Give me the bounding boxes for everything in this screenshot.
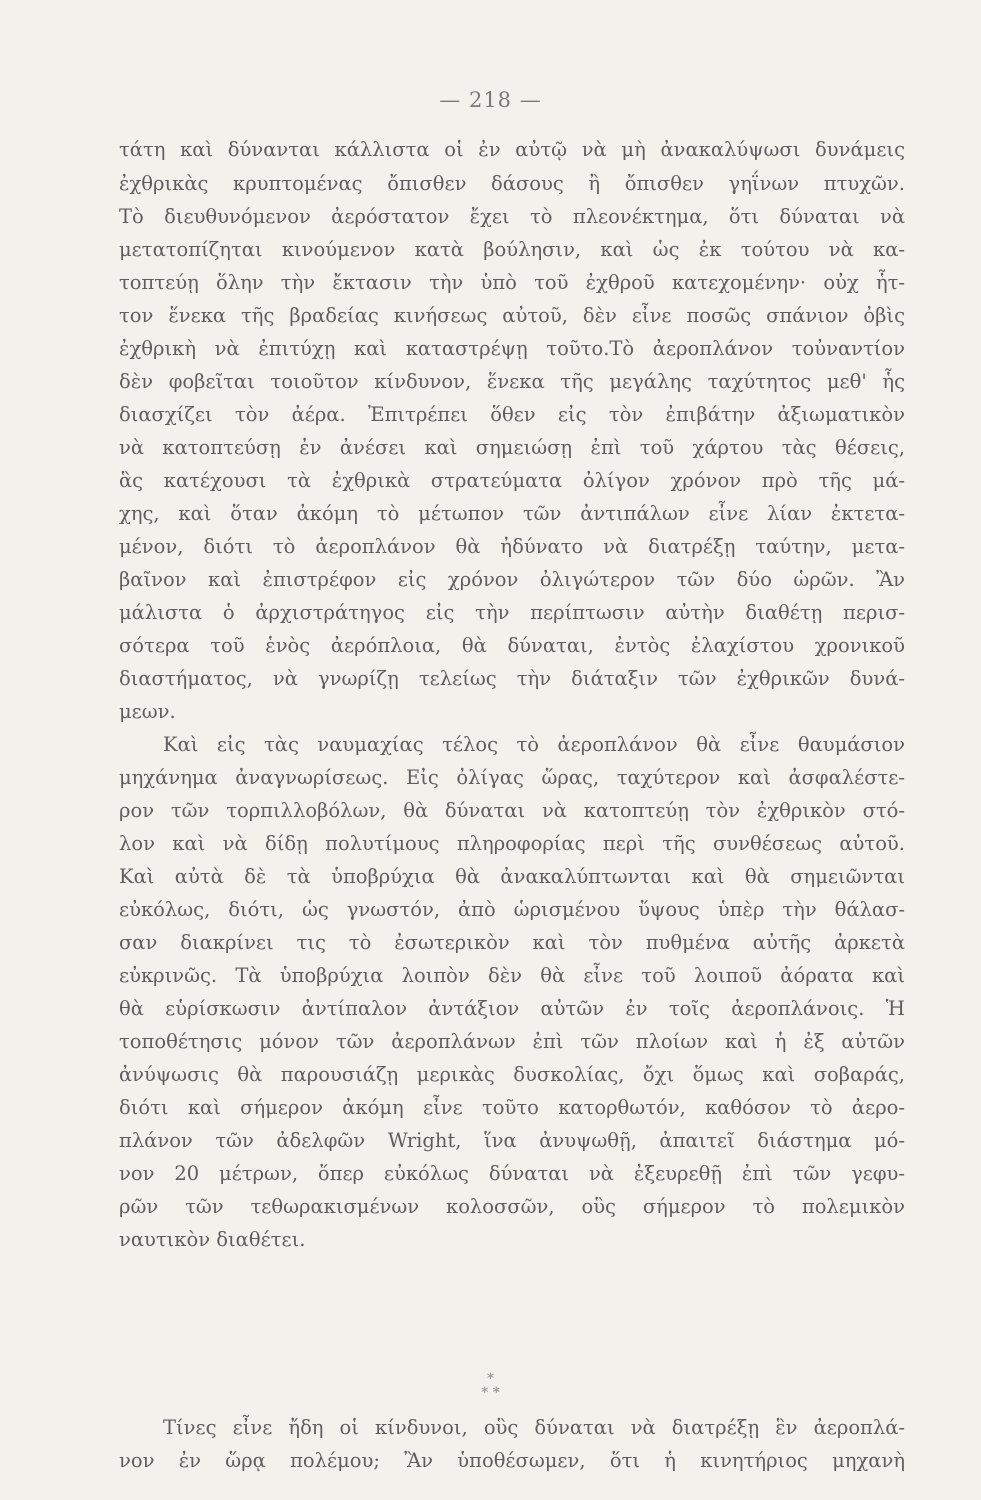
text-line: τοπτεύῃ ὅλην τὴν ἔκτασιν τὴν ὑπὸ τοῦ ἐχθροῦ κατεχομένην· οὐχ ἧτ- xyxy=(119,271,905,294)
text-line: μετατοπίζηται κινούμενον κατὰ βούλησιν, καὶ ὡς ἐκ τούτου νὰ κα- xyxy=(119,238,905,261)
asterism-text: * * * xyxy=(481,1371,500,1401)
asterism-separator xyxy=(0,1372,981,1400)
text-line: Καὶ εἰς τὰς ναυμαχίας τέλος τὸ ἀεροπλάνον θὰ εἶνε θαυμάσιον xyxy=(163,733,905,756)
text-line: ἀνύψωσις θὰ παρουσιάζῃ μερικὰς δυσκολίας, ὄχι ὅμως καὶ σοβαράς, xyxy=(119,1063,905,1086)
text-line: ναυτικὸν διαθέτει. xyxy=(119,1228,306,1251)
text-line: δὲν φοβεῖται τοιοῦτον κίνδυνον, ἕνεκα τῆς μεγάλης ταχύτητος μεθ' ἧς xyxy=(119,370,905,393)
text-line: ρῶν τῶν τεθωρακισμένων κολοσσῶν, οὓς σήμερον τὸ πολεμικὸν xyxy=(119,1195,905,1218)
text-line: μεων. xyxy=(119,700,176,723)
text-line: θὰ εὑρίσκωσιν ἀντίπαλον ἀντάξιον αὐτῶν ἐν τοῖς ἀεροπλάνοις. Ἡ xyxy=(119,997,905,1020)
text-line: ἐχθρικὴ νὰ ἐπιτύχῃ καὶ καταστρέψῃ τοῦτο.Τὸ ἀεροπλάνον τοὐναντίον xyxy=(119,337,905,360)
text-line: Καὶ αὐτὰ δὲ τὰ ὑποβρύχια θὰ ἀνακαλύπτωνται καὶ θὰ σημειῶνται xyxy=(119,865,905,888)
text-line: νὰ κατοπτεύσῃ ἐν ἀνέσει καὶ σημειώσῃ ἐπὶ τοῦ χάρτου τὰς θέσεις, xyxy=(119,436,905,459)
text-line: σότερα τοῦ ἑνὸς ἀερόπλοια, θὰ δύναται, ἐντὸς ἐλαχίστου χρονικοῦ xyxy=(119,634,905,657)
text-line: ρον τῶν τορπιλλοβόλων, θὰ δύναται νὰ κατοπτεύῃ τὸν ἐχθρικὸν στό- xyxy=(119,799,905,822)
page-number: — 218 — xyxy=(439,88,542,112)
text-line: Τὸ διευθυνόμενον ἀερόστατον ἔχει τὸ πλεονέκτημα, ὅτι δύναται νὰ xyxy=(119,205,905,228)
text-line: βαῖνον καὶ ἐπιστρέφον εἰς χρόνον ὀλιγώτερον τῶν δύο ὡρῶν. Ἂν xyxy=(119,568,905,591)
text-line: ἐχθρικὰς κρυπτομένας ὄπισθεν δάσους ἢ ὄπισθεν γηΐνων πτυχῶν. xyxy=(119,172,905,195)
text-line: μένον, διότι τὸ ἀεροπλάνον θὰ ἠδύνατο νὰ διατρέξῃ ταύτην, μετα- xyxy=(119,535,905,558)
text-line: μηχάνημα ἀναγνωρίσεως. Εἰς ὀλίγας ὥρας, ταχύτερον καὶ ἀσφαλέστε- xyxy=(119,766,905,789)
text-line: τοποθέτησις μόνον τῶν ἀεροπλάνων ἐπὶ τῶν πλοίων καὶ ἡ ἐξ αὐτῶν xyxy=(119,1030,905,1053)
text-line: εὐκρινῶς. Τὰ ὑποβρύχια λοιπὸν δὲν θὰ εἶνε τοῦ λοιποῦ ἀόρατα καὶ xyxy=(119,964,905,987)
text-line: τον ἕνεκα τῆς βραδείας κινήσεως αὐτοῦ, δὲν εἶνε ποσῶς σπάνιον ὀβὶς xyxy=(119,304,905,327)
text-line: εὐκόλως, διότι, ὡς γνωστόν, ἀπὸ ὡρισμένου ὕψους ὑπὲρ τὴν θάλασ- xyxy=(119,898,905,921)
text-line: μάλιστα ὁ ἀρχιστράτηγος εἰς τὴν περίπτωσιν αὐτὴν διαθέτῃ περισ- xyxy=(119,601,905,624)
text-line: νον ἐν ὥρᾳ πολέμου; Ἂν ὑποθέσωμεν, ὅτι ἡ κινητήριος μηχανὴ xyxy=(119,1449,905,1472)
text-line: διαστήματος, νὰ γνωρίζῃ τελείως τὴν διάταξιν τῶν ἐχθρικῶν δυνά- xyxy=(119,667,905,690)
text-line: λον καὶ νὰ δίδῃ πολυτίμους πληροφορίας περὶ τῆς συνθέσεως αὐτοῦ. xyxy=(119,832,905,855)
text-line: τάτη καὶ δύνανται κάλλιστα οἱ ἐν αὐτῷ νὰ μὴ ἀνακαλύψωσι δυνάμεις xyxy=(119,138,905,161)
text-line: ἃς κατέχουσι τὰ ἐχθρικὰ στρατεύματα ὀλίγον χρόνον πρὸ τῆς μά- xyxy=(119,469,905,492)
text-line: πλάνον τῶν ἀδελφῶν Wright, ἵνα ἀνυψωθῇ, ἀπαιτεῖ διάστημα μό- xyxy=(119,1129,905,1152)
text-line: νον 20 μέτρων, ὅπερ εὐκόλως δύναται νὰ ἐξευρεθῇ ἐπὶ τῶν γεφυ- xyxy=(119,1162,905,1185)
text-line: διασχίζει τὸν ἀέρα. Ἐπιτρέπει ὅθεν εἰς τὸν ἐπιβάτην ἀξιωματικὸν xyxy=(119,403,905,426)
text-line: σαν διακρίνει τις τὸ ἐσωτερικὸν καὶ τὸν πυθμένα αὐτῆς ἀρκετὰ xyxy=(119,931,905,954)
text-line: Τίνες εἶνε ἤδη οἱ κίνδυνοι, οὓς δύναται νὰ διατρέξῃ ἓν ἀεροπλά- xyxy=(163,1416,905,1439)
text-line: χης, καὶ ὅταν ἀκόμη τὸ μέτωπον τῶν ἀντιπάλων εἶνε λίαν ἐκτετα- xyxy=(119,502,905,525)
text-line: διότι καὶ σήμερον ἀκόμη εἶνε τοῦτο κατορθωτόν, καθόσον τὸ ἀερο- xyxy=(119,1096,905,1119)
